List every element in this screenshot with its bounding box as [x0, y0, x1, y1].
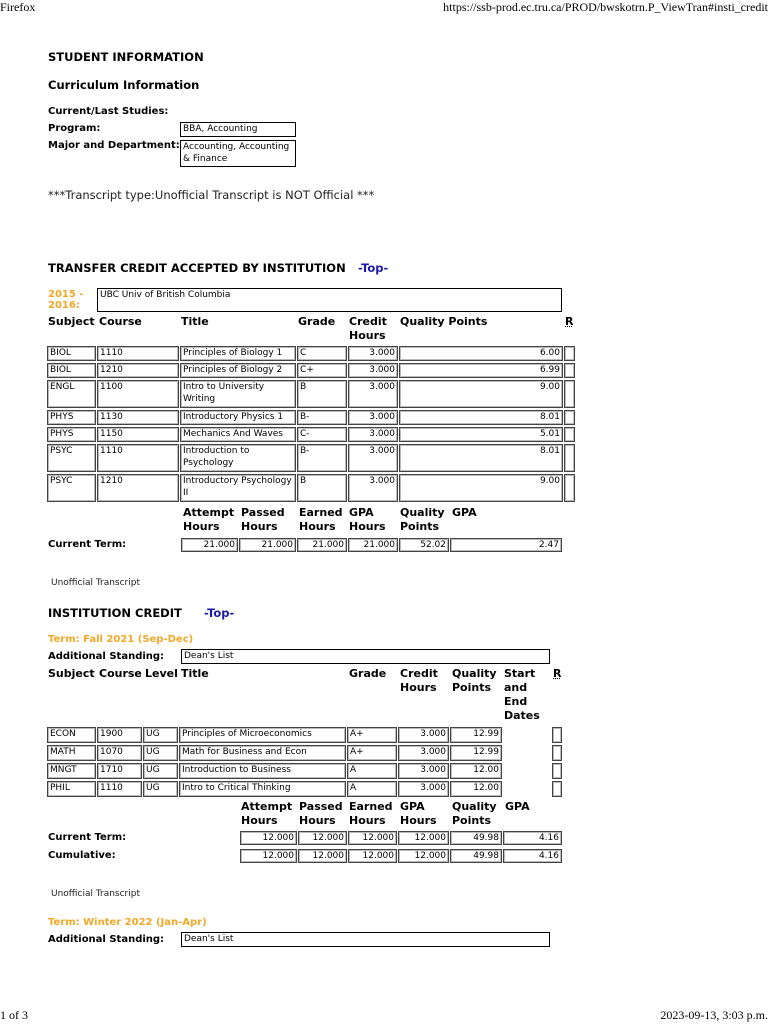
gpa-hours-value: 21.000 [348, 538, 398, 552]
years-line-2: 2016: [48, 300, 80, 311]
col-grade: Grade [298, 315, 336, 328]
col-gpa-hours [400, 800, 437, 828]
browser-name: Firefox [0, 0, 36, 14]
header-line: Earned [299, 506, 343, 519]
subject-cell: MNGT [47, 763, 96, 779]
col-grade: Grade [349, 667, 387, 680]
quality-points-cell: 6.99 [399, 363, 563, 378]
student-information-title: STUDENT INFORMATION [48, 50, 204, 64]
header-line: Hours [400, 814, 437, 827]
cumulative-label: Cumulative: [48, 850, 116, 861]
header-line: Hours [241, 814, 278, 827]
passed-value: 12.000 [298, 831, 347, 845]
credit-hours-cell: 3.000 [348, 427, 398, 442]
grade-cell: A [347, 781, 397, 797]
gpa-value: 2.47 [450, 538, 562, 552]
credit-hours-cell: 3.000 [398, 727, 449, 743]
curriculum-information-title: Curriculum Information [48, 78, 200, 92]
quality-points-cell: 5.01 [399, 427, 563, 442]
col-earned [299, 506, 343, 534]
r-cell [564, 346, 575, 361]
col-qp [400, 506, 445, 534]
col-quality-points: Quality Points [400, 315, 488, 328]
institution-credit-title: INSTITUTION CREDIT [48, 606, 182, 620]
title-cell: Intro to Critical Thinking [179, 781, 346, 797]
header-line: Earned [349, 800, 393, 813]
course-cell: 1710 [97, 763, 142, 779]
title-cell: Principles of Microeconomics [179, 727, 346, 743]
header-line: GPA [400, 800, 425, 813]
r-cell [564, 410, 575, 425]
top-link[interactable]: -Top- [358, 261, 389, 275]
attempt-value: 12.000 [240, 831, 297, 845]
title-cell: Principles of Biology 1 [180, 346, 296, 361]
col-title: Title [181, 315, 209, 328]
header-line: Quality [452, 800, 497, 813]
grade-cell: B [297, 380, 347, 408]
header-line: Hours [299, 814, 336, 827]
r-cell [552, 763, 562, 779]
grade-cell: B- [297, 410, 347, 425]
credit-hours-cell: 3.000 [398, 763, 449, 779]
earned-value: 21.000 [297, 538, 347, 552]
qp-value: 49.98 [450, 831, 502, 845]
col-passed [299, 800, 343, 828]
col-attempt [241, 800, 292, 828]
course-cell: 1210 [97, 474, 179, 502]
col-qp [452, 800, 497, 828]
r-cell [564, 380, 575, 408]
major-value: Accounting, Accounting & Finance [180, 140, 296, 167]
top-link[interactable]: -Top- [204, 606, 235, 620]
col-r: R [565, 315, 574, 328]
quality-points-cell: 8.01 [399, 444, 563, 472]
course-cell: 1110 [97, 781, 142, 797]
print-header [0, 0, 768, 16]
level-cell: UG [143, 763, 178, 779]
passed-value: 21.000 [239, 538, 296, 552]
term-fall-2021-label: Term: Fall 2021 (Sep-Dec) [48, 634, 194, 645]
col-title: Title [181, 667, 209, 680]
level-cell: UG [143, 727, 178, 743]
gpa-hours-value: 12.000 [398, 849, 449, 863]
r-cell [552, 781, 562, 797]
col-quality-points: Quality Points [452, 667, 497, 694]
years-line-1: 2015 - [48, 289, 84, 300]
header-line: Hours [183, 520, 220, 533]
col-r: R [553, 667, 562, 680]
header-line: Passed [241, 506, 285, 519]
title-cell: Math for Business and Econ [179, 745, 346, 761]
credit-hours-cell: 3.000 [348, 474, 398, 502]
quality-points-cell: 8.01 [399, 410, 563, 425]
header-line: Points [452, 814, 492, 827]
subject-cell: PSYC [47, 474, 96, 502]
title-cell: Introductory Psychology II [180, 474, 296, 502]
course-cell: 1900 [97, 727, 142, 743]
major-label: Major and Department: [48, 140, 180, 151]
transcript-type-notice: ***Transcript type:Unofficial Transcript is NOT Official *** [48, 188, 375, 202]
r-cell [564, 427, 575, 442]
print-timestamp: 2023-09-13, 3:03 p.m. [660, 1008, 768, 1022]
header-line: Quality [400, 506, 445, 519]
quality-points-cell: 9.00 [399, 474, 563, 502]
additional-standing-label: Additional Standing: [48, 934, 165, 945]
earned-value: 12.000 [348, 849, 397, 863]
additional-standing-label: Additional Standing: [48, 651, 165, 662]
grade-cell: C- [297, 427, 347, 442]
unofficial-transcript-note: Unofficial Transcript [51, 889, 140, 899]
subject-cell: PHIL [47, 781, 96, 797]
title-cell: Introduction to Psychology [180, 444, 296, 472]
credit-hours-cell: 3.000 [398, 781, 449, 797]
r-cell [564, 444, 575, 472]
level-cell: UG [143, 745, 178, 761]
col-gpa: GPA [505, 800, 530, 813]
header-line: Attempt [241, 800, 293, 813]
quality-points-cell: 12.00 [450, 781, 502, 797]
col-credit-hours: Credit Hours [349, 315, 387, 342]
current-term-label: Current Term: [48, 832, 127, 843]
earned-value: 12.000 [348, 831, 397, 845]
col-level: Level [145, 667, 178, 680]
quality-points-cell: 9.00 [399, 380, 563, 408]
quality-points-cell: 12.99 [450, 727, 502, 743]
title-cell: Introduction to Business [179, 763, 346, 779]
gpa-value: 4.16 [503, 849, 562, 863]
title-cell: Mechanics And Waves [180, 427, 296, 442]
subject-cell: PHYS [47, 427, 96, 442]
institution-name: UBC Univ of British Columbia [97, 288, 562, 312]
qp-value: 49.98 [450, 849, 502, 863]
page-count: 1 of 3 [0, 1008, 28, 1022]
qp-value: 52.02 [399, 538, 449, 552]
header-line: Hours [241, 520, 278, 533]
gpa-hours-value: 12.000 [398, 831, 449, 845]
course-cell: 1100 [97, 380, 179, 408]
grade-cell: A [347, 763, 397, 779]
current-last-studies-label: Current/Last Studies: [48, 106, 169, 117]
col-subject: Subject [48, 667, 95, 680]
quality-points-cell: 6.00 [399, 346, 563, 361]
grade-cell: C+ [297, 363, 347, 378]
course-cell: 1110 [97, 444, 179, 472]
quality-points-cell: 12.00 [450, 763, 502, 779]
term-winter-2022-label: Term: Winter 2022 (Jan-Apr) [48, 917, 207, 928]
col-passed [241, 506, 285, 534]
col-subject: Subject [48, 315, 95, 328]
grade-cell: B [297, 474, 347, 502]
page-url: https://ssb-prod.ec.tru.ca/PROD/bwskotrn.P_ViewTran#insti_credit [443, 0, 768, 14]
grade-cell: A+ [347, 727, 397, 743]
print-footer [0, 1006, 768, 1024]
subject-cell: ECON [47, 727, 96, 743]
transfer-years [48, 289, 83, 311]
subject-cell: ENGL [47, 380, 96, 408]
course-cell: 1150 [97, 427, 179, 442]
credit-hours-cell: 3.000 [348, 380, 398, 408]
title-cell: Intro to University Writing [180, 380, 296, 408]
col-course: Course [99, 315, 142, 328]
col-course: Course [99, 667, 142, 680]
header-line: GPA [349, 506, 374, 519]
r-cell [564, 363, 575, 378]
transfer-credit-title: TRANSFER CREDIT ACCEPTED BY INSTITUTION [48, 261, 346, 275]
current-term-label: Current Term: [48, 539, 127, 550]
subject-cell: BIOL [47, 363, 96, 378]
header-line: Passed [299, 800, 343, 813]
course-cell: 1110 [97, 346, 179, 361]
attempt-value: 21.000 [181, 538, 238, 552]
course-cell: 1130 [97, 410, 179, 425]
title-cell: Introductory Physics 1 [180, 410, 296, 425]
r-cell [564, 474, 575, 502]
title-cell: Principles of Biology 2 [180, 363, 296, 378]
gpa-value: 4.16 [503, 831, 562, 845]
credit-hours-cell: 3.000 [348, 444, 398, 472]
header-line: Hours [349, 814, 386, 827]
passed-value: 12.000 [298, 849, 347, 863]
r-cell [552, 745, 562, 761]
col-credit-hours: Credit Hours [400, 667, 438, 694]
col-attempt [183, 506, 234, 534]
col-gpa-hours [349, 506, 386, 534]
program-value: BBA, Accounting [180, 122, 296, 137]
subject-cell: PHYS [47, 410, 96, 425]
grade-cell: C [297, 346, 347, 361]
r-cell [552, 727, 562, 743]
program-label: Program: [48, 123, 101, 134]
unofficial-transcript-note: Unofficial Transcript [51, 578, 140, 588]
additional-standing-value: Dean's List [181, 649, 550, 664]
col-gpa: GPA [452, 506, 477, 519]
col-start-end-dates: Start and End Dates [504, 667, 540, 722]
col-earned [349, 800, 393, 828]
subject-cell: MATH [47, 745, 96, 761]
header-line: Attempt [183, 506, 235, 519]
credit-hours-cell: 3.000 [348, 410, 398, 425]
course-cell: 1070 [97, 745, 142, 761]
header-line: Hours [299, 520, 336, 533]
credit-hours-cell: 3.000 [398, 745, 449, 761]
course-cell: 1210 [97, 363, 179, 378]
credit-hours-cell: 3.000 [348, 363, 398, 378]
grade-cell: B- [297, 444, 347, 472]
subject-cell: BIOL [47, 346, 96, 361]
header-line: Hours [349, 520, 386, 533]
header-line: Points [400, 520, 440, 533]
additional-standing-value: Dean's List [181, 932, 550, 947]
attempt-value: 12.000 [240, 849, 297, 863]
credit-hours-cell: 3.000 [348, 346, 398, 361]
subject-cell: PSYC [47, 444, 96, 472]
grade-cell: A+ [347, 745, 397, 761]
level-cell: UG [143, 781, 178, 797]
quality-points-cell: 12.99 [450, 745, 502, 761]
